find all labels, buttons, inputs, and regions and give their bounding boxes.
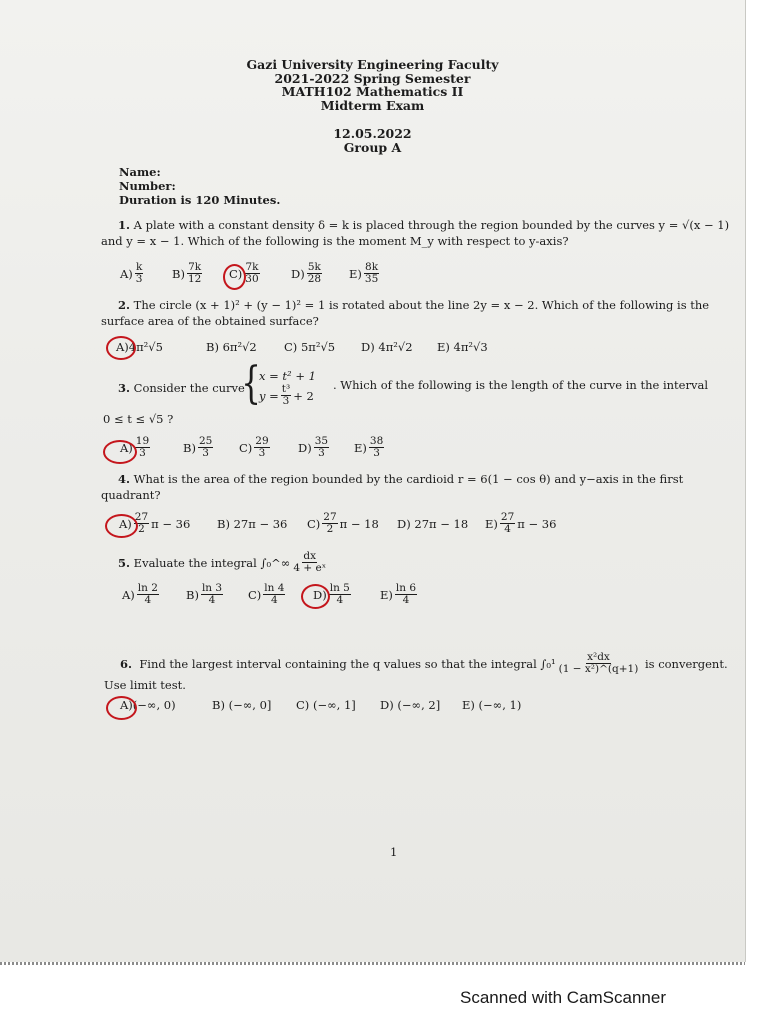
exam-group: Group A <box>343 139 402 155</box>
q3-brace: { <box>241 358 261 409</box>
page-number: 1 <box>390 845 398 859</box>
q3-number: 3. <box>118 381 131 395</box>
q2-number: 2. <box>118 298 131 312</box>
q2-text-line2: surface area of the obtained surface? <box>101 314 319 328</box>
scanner-watermark: Scanned with CamScanner <box>460 988 667 1007</box>
exam-meta <box>0 127 745 154</box>
q4-number: 4. <box>118 472 131 486</box>
q6-text-line2: Use limit test. <box>104 678 186 692</box>
q3-option-c: C) $\frac{29}{3}$ <box>239 435 269 459</box>
q1-number: 1. <box>118 218 131 232</box>
q3-text-tail: . Which of the following is the length of the curve in the interval <box>333 378 709 392</box>
q6-option-c: C) (−∞, 1] <box>296 698 356 712</box>
q4-option-a: A) $\frac{27}{2}$ π − 36 <box>119 511 191 535</box>
q5-text: 5. Evaluate the integral ∫₀^∞ $\frac{dx}{\text{4 + eˣ}}$ <box>118 550 327 574</box>
q1-option-a: A) $\frac{k}{3}$ <box>120 261 143 285</box>
q6-option-a: A) (−∞, 0) <box>120 698 176 712</box>
q3-option-d: D) $\frac{35}{3}$ <box>298 435 329 459</box>
q6-text-line1: 6. Find the largest interval containing the q values so that the integral ∫₀¹ $\frac{\text{x²dx}}{\text{(1 − x²)\textasciicircum{}(q+1)}}$ is convergent. <box>120 651 728 675</box>
answer-mark-q3 <box>103 440 137 464</box>
q3-text-lead: 3. Consider the curve <box>118 381 245 395</box>
q2-option-d: D) 4π²√2 <box>361 340 413 354</box>
q2-text-line1: 2. The circle (x + 1)² + (y − 1)² = 1 is rotated about the line 2y = x − 2. Which of the following is the <box>118 298 710 312</box>
q5-option-a: A) $\frac{\ln 2}{4}$ <box>122 582 158 606</box>
q1-option-d: D) $\frac{5k}{28}$ <box>291 261 322 285</box>
q4-text-line2: quadrant? <box>101 488 161 502</box>
q1-text-line1 <box>118 218 729 232</box>
q3-option-e: E) $\frac{38}{3}$ <box>354 435 384 459</box>
q3-option-a: A) $\frac{19}{3}$ <box>120 435 150 459</box>
duration-text: Duration is 120 Minutes. <box>119 193 281 207</box>
name-label: Name: <box>119 165 161 179</box>
q6-option-d: D) (−∞, 2] <box>380 698 441 712</box>
q6-number: 6. <box>120 656 133 671</box>
semester: 2021-2022 Spring Semester <box>274 70 471 86</box>
q6-option-b: B) (−∞, 0] <box>212 698 272 712</box>
q5-option-b: B) $\frac{\ln 3}{4}$ <box>186 582 223 606</box>
answer-mark-q5 <box>301 584 330 609</box>
q1-option-b: B) $\frac{7k}{12}$ <box>172 261 202 285</box>
q2-option-c: C) 5π²√5 <box>284 340 336 354</box>
q4-option-b: B) 27π − 36 <box>217 517 288 531</box>
q4-option-c: C) $\frac{27}{2}$ π − 18 <box>307 511 379 535</box>
answer-mark-q4 <box>105 514 138 538</box>
q1-option-c: C) $\frac{7k}{30}$ <box>229 261 259 285</box>
q1-text-line2: and y = x − 1. Which of the following is the moment M_y with respect to y-axis? <box>101 234 569 248</box>
q4-option-e: E) $\frac{27}{4}$ π − 36 <box>485 511 557 535</box>
q2-option-b: B) 6π²√2 <box>206 340 257 354</box>
answer-mark-q2 <box>106 336 136 360</box>
q6-option-e: E) (−∞, 1) <box>462 698 522 712</box>
q4-option-d: D) 27π − 18 <box>397 517 469 531</box>
q5-option-e: E) $\frac{\ln 6}{4}$ <box>380 582 417 606</box>
university-title: Gazi University Engineering Faculty <box>246 57 499 72</box>
q5-option-c: C) $\frac{\ln 4}{4}$ <box>248 582 285 606</box>
q3-option-b: B) $\frac{25}{3}$ <box>183 435 213 459</box>
exam-title: Midterm Exam <box>320 97 425 113</box>
q3-eq-y: y = $\frac{\text{t³}}{3}$ + 2 <box>259 383 314 407</box>
course-title: MATH102 Mathematics II <box>281 84 464 99</box>
q3-eq-x: x = t² + 1 <box>259 369 316 383</box>
q2-option-a: A) 4π²√5 <box>116 340 163 354</box>
q3-interval: 0 ≤ t ≤ √5 ? <box>103 412 174 426</box>
q1-option-e: E) $\frac{8k}{35}$ <box>349 261 379 285</box>
number-label: Number: <box>119 179 176 193</box>
q5-option-d: D) $\frac{\ln 5}{4}$ <box>313 582 350 606</box>
answer-mark-q1 <box>223 264 246 290</box>
q5-number: 5. <box>118 555 131 570</box>
exam-date: 12.05.2022 <box>333 126 412 141</box>
q4-text-line1: 4. What is the area of the region bounded by the cardioid r = 6(1 − cos θ) and y−axis in the first <box>118 472 684 486</box>
q2-option-e: E) 4π²√3 <box>437 340 488 354</box>
answer-mark-q6 <box>106 696 137 720</box>
exam-header <box>0 58 745 112</box>
q1-line1: A plate with a constant density δ = k is placed through the region bounded by the curves y = √(x − 1) <box>133 218 730 232</box>
